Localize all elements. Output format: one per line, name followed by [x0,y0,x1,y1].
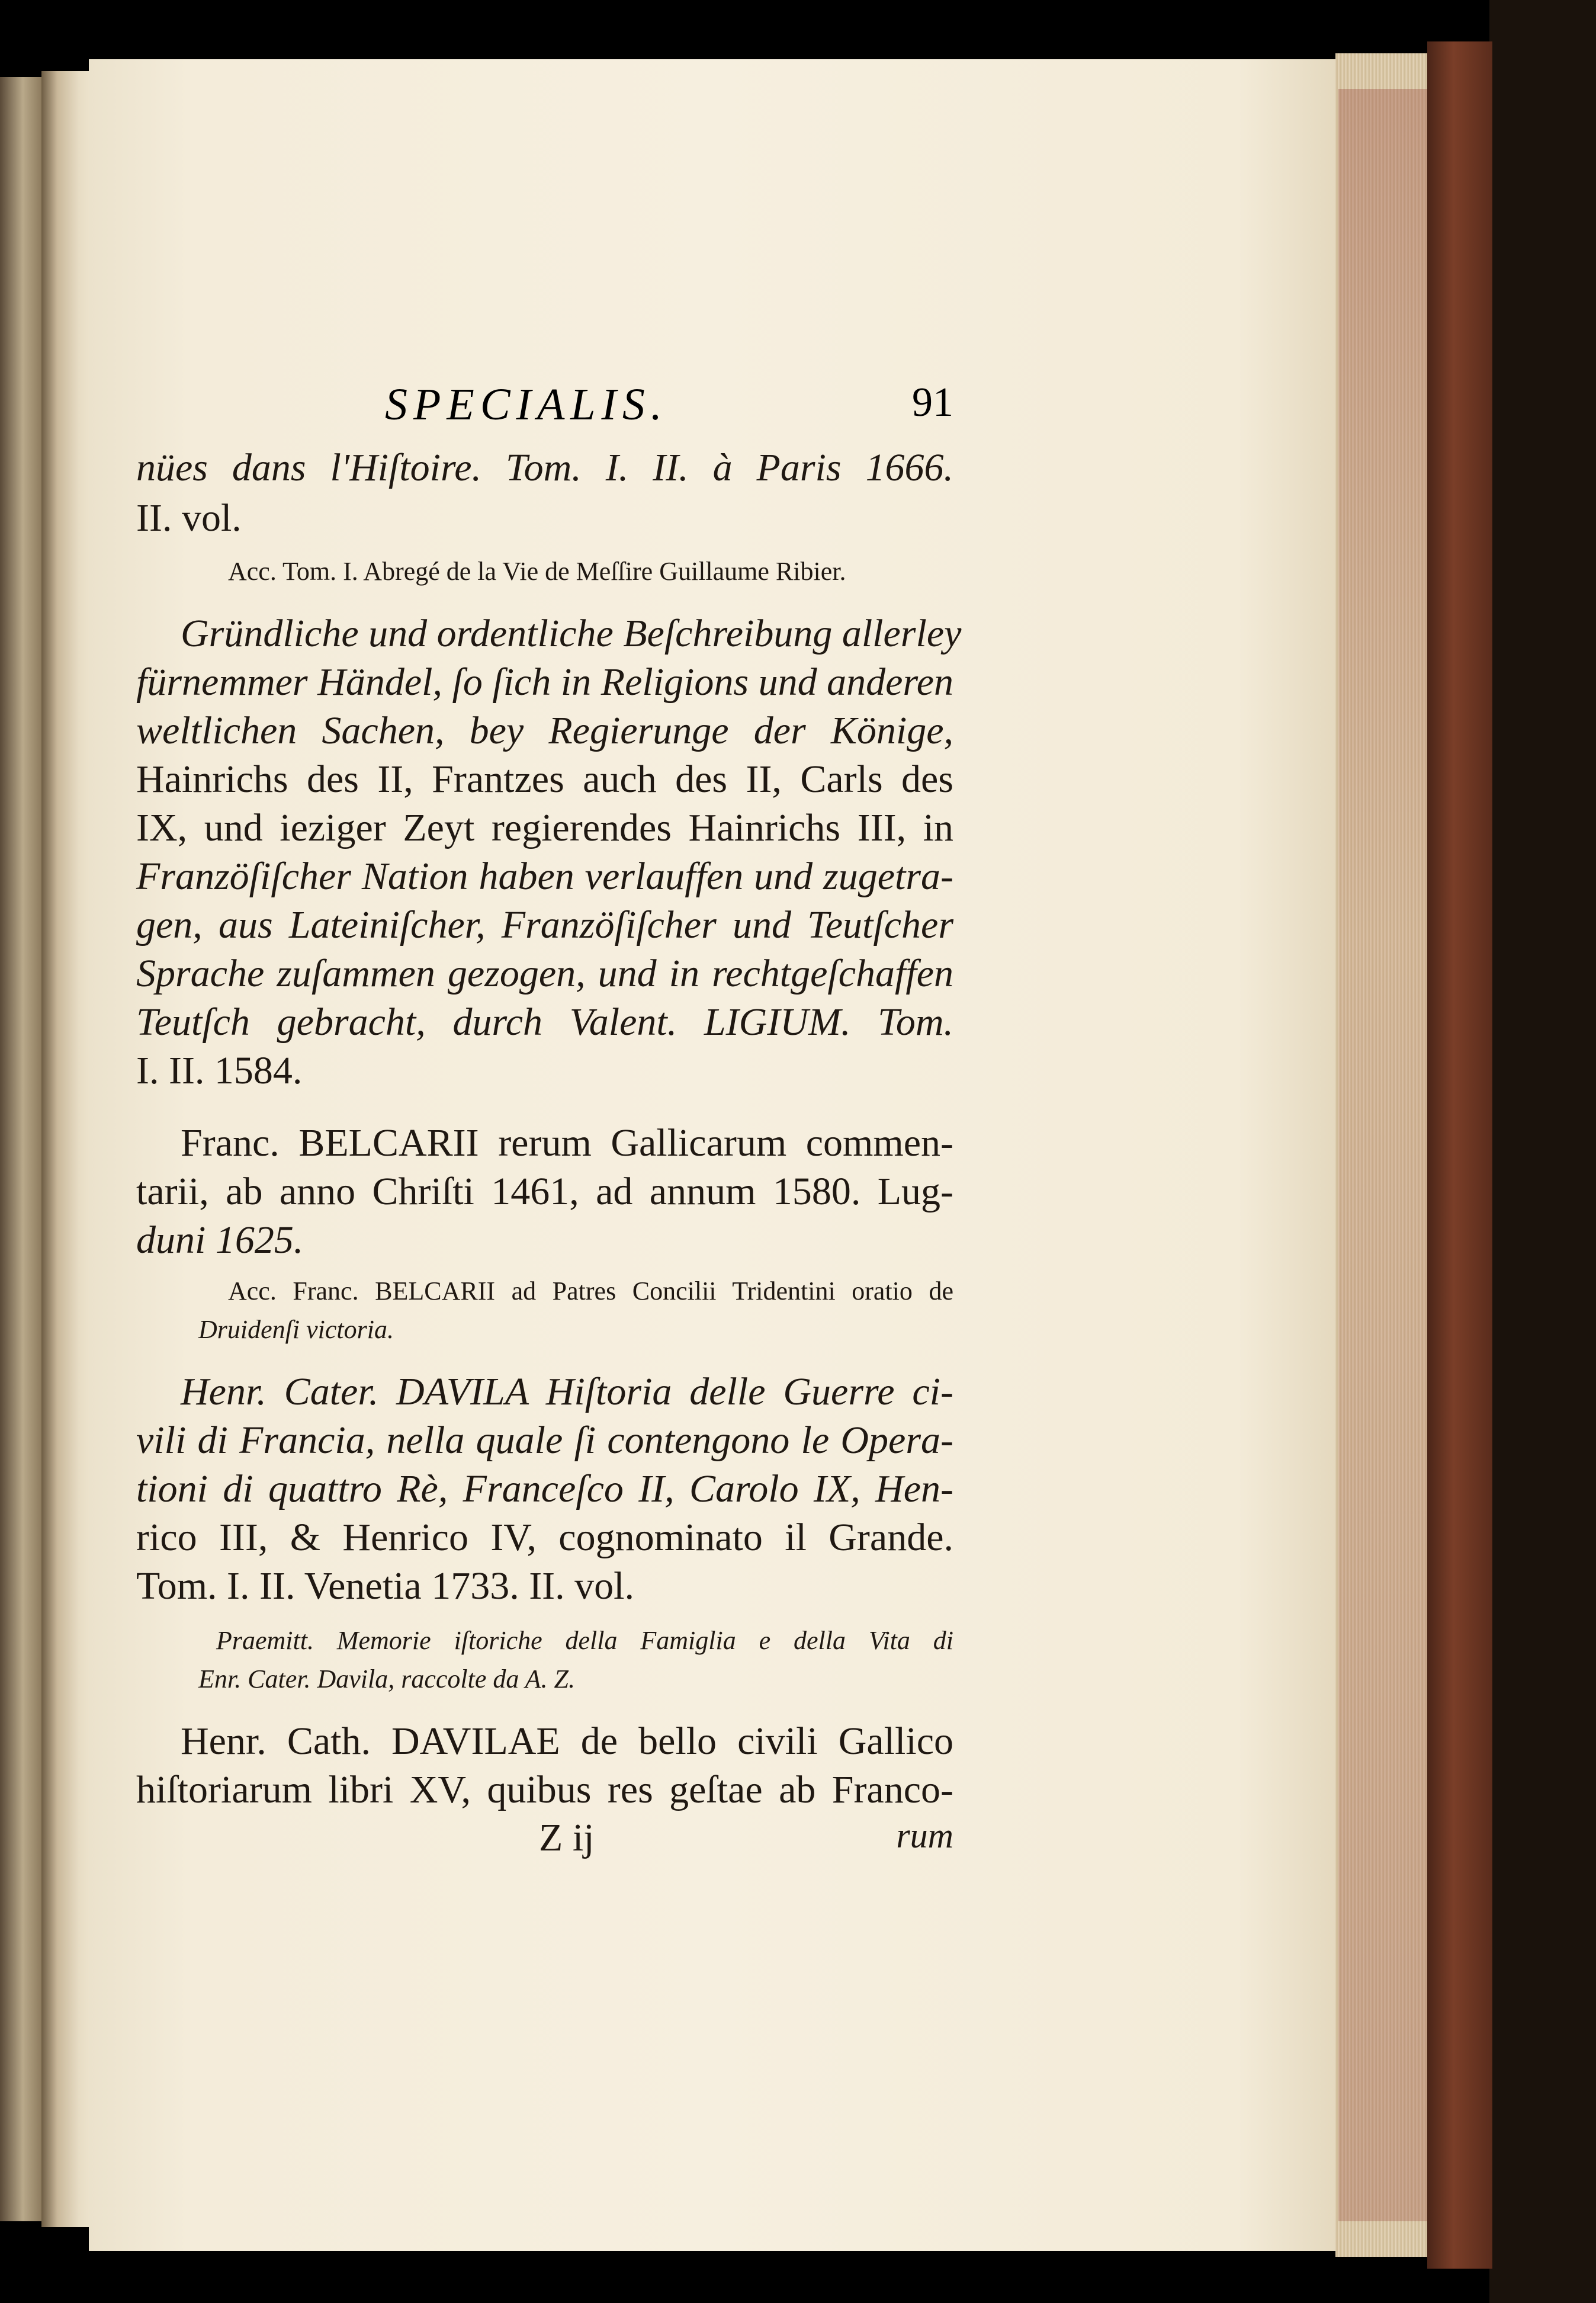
entry-line: Tom. I. II. Venetia 1733. II. vol. [136,1564,634,1608]
entry-line: Henr. Cath. DAVILAE de bello civili Gallico [181,1720,953,1763]
note-line: Praemitt. Memorie iſtoriche della Famiglia e della Vita di [216,1626,953,1655]
entry-line: IX, und ieziger Zeyt regierendes Hainrichs III, in [136,806,953,849]
entry-line: tarii, ab anno Chriſti 1461, ad annum 1580. Lug- [136,1170,953,1213]
note-line: Druidenſi victoria. [198,1315,394,1344]
running-title: SPECIALIS. [385,380,668,429]
entry-line: Franc. BELCARII rerum Gallicarum commen- [181,1121,953,1165]
entry-line: Teutſch gebracht, durch Valent. LIGIUM. Tom. [136,1000,953,1044]
entry-line: Franzöſiſcher Nation haben verlauffen und zugetra- [136,855,953,898]
book-gutter [41,71,95,2227]
entry-line: duni 1625. [136,1218,304,1262]
entry-line: Hainrichs des II, Frantzes auch des II, Carls des [136,758,953,801]
entry-line: I. II. 1584. [136,1049,303,1092]
page-body [136,0,962,2303]
left-page-edge [0,77,41,2221]
entry-line: hiſtoriarum libri XV, quibus res geſtae ab Franco- [136,1768,953,1811]
book-cover-board [1427,41,1492,2269]
entry-line: Sprache zuſammen gezogen, und in rechtgeſchaffen [136,952,953,995]
entry-line: fürnemmer Händel, ſo ſich in Religions und anderen [136,660,953,704]
entry-line: tioni di quattro Rè, Franceſco II, Carolo IX, Hen- [136,1467,953,1510]
entry-line: Henr. Cater. DAVILA Hiſtoria delle Guerre ci- [181,1370,953,1413]
entry-line: rico III, & Henrico IV, cognominato il Grande. [136,1516,953,1559]
note-line: Enr. Cater. Davila, raccolte da A. Z. [198,1664,575,1693]
entry-line: vili di Francia, nella quale ſi contengono le Opera- [136,1419,953,1462]
entry-line: II. vol. [136,496,242,540]
entry-line: Gründliche und ordentliche Beſchreibung allerley [181,612,962,655]
fore-edge-stain [1338,89,1433,2221]
entry-line: nües dans l'Hiſtoire. Tom. I. II. à Paris 1666. [136,446,953,489]
page-number: 91 [912,380,953,425]
catchword: rum [896,1816,953,1855]
background [1489,0,1596,2303]
note-line: Acc. Tom. I. Abregé de la Vie de Meſſire Guillaume Ribier. [228,557,846,586]
note-line: Acc. Franc. BELCARII ad Patres Concilii Tridentini oratio de [228,1276,953,1306]
signature-mark: Z ij [539,1816,595,1859]
entry-line: weltlichen Sachen, bey Regierunge der Könige, [136,709,953,752]
entry-line: gen, aus Lateiniſcher, Franzöſiſcher und Teutſcher [136,903,953,947]
